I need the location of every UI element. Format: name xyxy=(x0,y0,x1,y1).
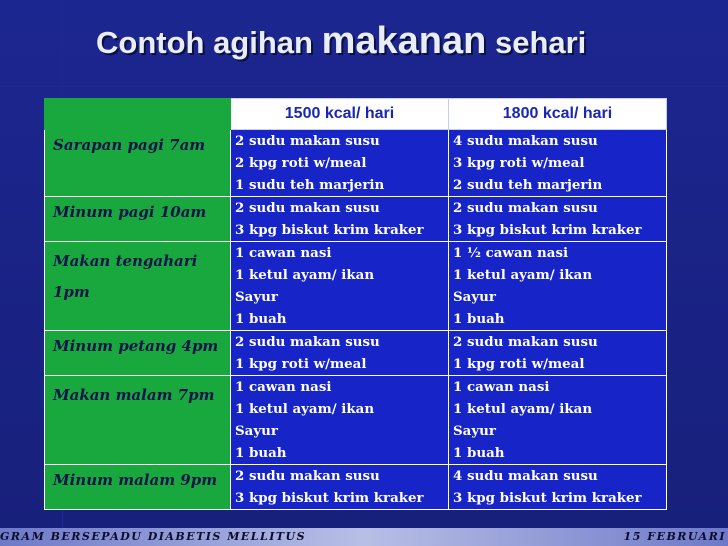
cell-line: 3 kpg roti w/meal xyxy=(453,155,585,171)
cell-line: 4 sudu makan susu xyxy=(453,468,598,484)
table-row xyxy=(45,242,667,331)
footer-left-text: GRAM BERSEPADU DIABETIS MELLITUS xyxy=(0,530,307,543)
table-row xyxy=(45,197,667,242)
cell-line: 1 cawan nasi xyxy=(235,379,332,395)
cell-line: 1 buah xyxy=(235,311,287,327)
table-header-row xyxy=(45,99,667,130)
footer-right-text: 15 FEBRUARI xyxy=(623,530,726,543)
cell-1500 xyxy=(231,331,449,376)
meal-label: Makan tengahari 1pm xyxy=(45,242,231,331)
cell-line: 1 ketul ayam/ ikan xyxy=(235,267,375,283)
cell-1800 xyxy=(449,197,667,242)
cell-1800 xyxy=(449,465,667,510)
cell-line: 2 sudu makan susu xyxy=(235,334,380,350)
cell-line: 2 sudu makan susu xyxy=(235,468,380,484)
cell-1800 xyxy=(449,331,667,376)
cell-line: 3 kpg biskut krim kraker xyxy=(235,490,424,506)
cell-1800 xyxy=(449,130,667,197)
slide-title xyxy=(96,16,586,68)
cell-line: Sayur xyxy=(453,423,496,439)
cell-line: 1 kpg roti w/meal xyxy=(235,356,367,372)
title-part-3: sehari xyxy=(486,25,587,60)
cell-line: 2 sudu makan susu xyxy=(235,200,380,216)
cell-line: 3 kpg biskut krim kraker xyxy=(453,222,642,238)
meal-label: Makan malam 7pm xyxy=(45,376,231,465)
cell-line: 1 ketul ayam/ ikan xyxy=(453,267,593,283)
meal-label: Sarapan pagi 7am xyxy=(45,130,231,197)
cell-line: 1 buah xyxy=(453,445,505,461)
column-header-1800: 1800 kcal/ hari xyxy=(449,99,667,130)
meal-label: Minum malam 9pm xyxy=(45,465,231,510)
cell-line: 2 kpg roti w/meal xyxy=(235,155,367,171)
cell-line: 3 kpg biskut krim kraker xyxy=(453,490,642,506)
cell-line: 2 sudu makan susu xyxy=(453,200,598,216)
cell-line: 1 ketul ayam/ ikan xyxy=(235,401,375,417)
table-row xyxy=(45,376,667,465)
cell-1500 xyxy=(231,465,449,510)
header-corner xyxy=(45,99,231,130)
cell-line: 4 sudu makan susu xyxy=(453,133,598,149)
cell-line: Sayur xyxy=(235,289,278,305)
cell-1800 xyxy=(449,242,667,331)
meal-label: Minum pagi 10am xyxy=(45,197,231,242)
cell-line: 3 kpg biskut krim kraker xyxy=(235,222,424,238)
cell-1500 xyxy=(231,376,449,465)
cell-line: 1 cawan nasi xyxy=(235,245,332,261)
column-header-1500: 1500 kcal/ hari xyxy=(231,99,449,130)
cell-line: 2 sudu teh marjerin xyxy=(453,177,603,193)
cell-line: 1 sudu teh marjerin xyxy=(235,177,385,193)
table-row xyxy=(45,465,667,510)
cell-1800 xyxy=(449,376,667,465)
table-row xyxy=(45,331,667,376)
cell-line: 2 sudu makan susu xyxy=(453,334,598,350)
cell-1500 xyxy=(231,242,449,331)
title-part-2: makanan xyxy=(321,20,487,62)
cell-line: 1 ketul ayam/ ikan xyxy=(453,401,593,417)
cell-line: 1 ½ cawan nasi xyxy=(453,245,569,261)
cell-line: 1 cawan nasi xyxy=(453,379,550,395)
cell-1500 xyxy=(231,130,449,197)
footer-bar xyxy=(0,528,728,546)
meal-plan-table xyxy=(44,98,667,510)
cell-line: 2 sudu makan susu xyxy=(235,133,380,149)
cell-line: Sayur xyxy=(235,423,278,439)
cell-1500 xyxy=(231,197,449,242)
cell-line: Sayur xyxy=(453,289,496,305)
meal-label: Minum petang 4pm xyxy=(45,331,231,376)
cell-line: 1 buah xyxy=(235,445,287,461)
title-part-1: Contoh agihan xyxy=(96,25,322,60)
cell-line: 1 buah xyxy=(453,311,505,327)
cell-line: 1 kpg roti w/meal xyxy=(453,356,585,372)
table-row xyxy=(45,130,667,197)
